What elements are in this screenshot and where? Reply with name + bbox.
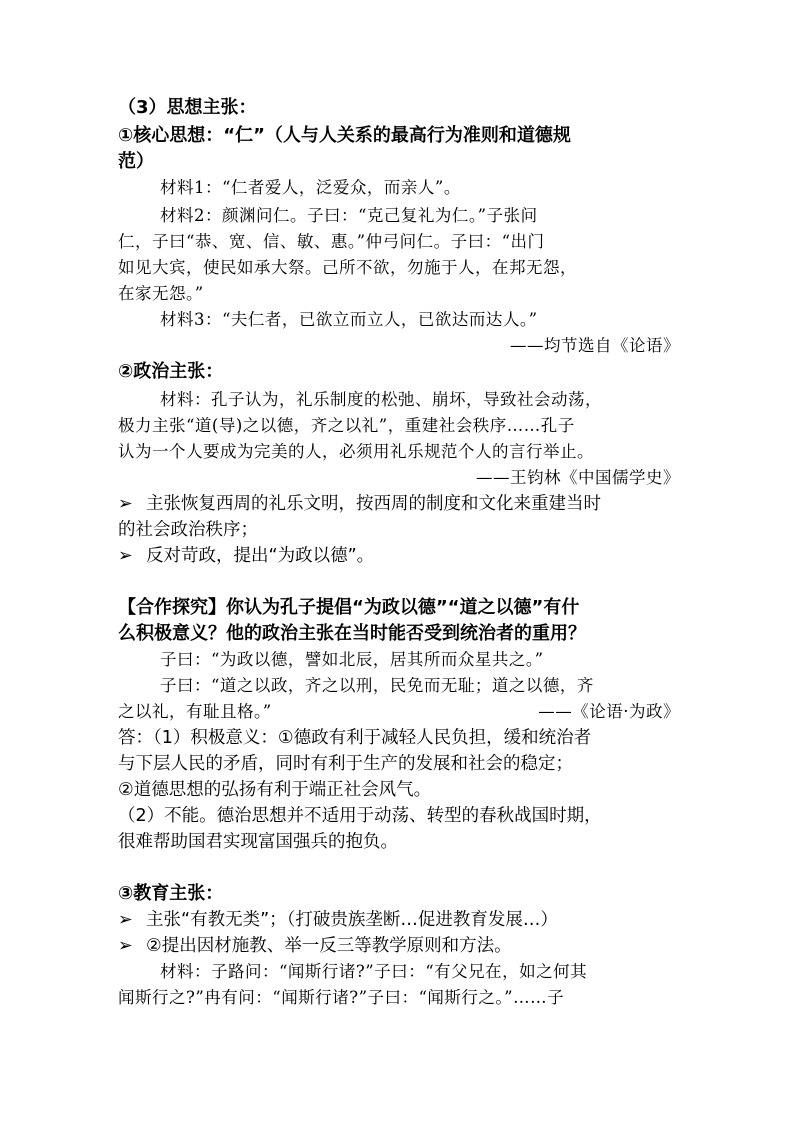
politics-material-line-1: 材料：孔子认为，礼乐制度的松弛、崩坏，导致社会动荡， (160, 390, 602, 409)
education-bullet-1 (118, 908, 558, 932)
material-1: 材料1：“仁者爱人，泛爱众，而亲人”。 (160, 178, 461, 197)
answer-line-2: 与下层人民的矛盾，同时有利于生产的发展和社会的稳定； (118, 754, 573, 774)
politics-bullet-1-cont: 的社会政治秩序； (118, 520, 258, 540)
bullet-arrow-icon: ➢ (118, 494, 133, 514)
bullet-text: ②提出因材施教、举一反三等教学原则和方法。 (146, 936, 512, 956)
education-material-line-1: 材料：子路问：“闻斯行诸?”子曰：“有父兄在，如之何其 (160, 962, 588, 981)
material-2-line-3: 如见大宾，使民如承大祭。己所不欲，勿施于人，在邦无怨， (118, 258, 577, 277)
bullet-arrow-icon: ➢ (118, 546, 133, 566)
section-heading: （3）思想主张： (118, 97, 257, 118)
source-citation-1: ——均节选自《论语》 (510, 336, 680, 355)
politics-heading: ②政治主张： (118, 361, 224, 382)
politics-bullet-1 (118, 492, 601, 516)
answer-line-1: 答：（1）积极意义：①德政有利于减轻人民负担，缓和统治者 (118, 728, 592, 748)
answer-line-3: ②道德思想的弘扬有利于端正社会风气。 (118, 780, 432, 800)
material-2-line-2: 仁，子曰“恭、宽、信、敏、惠。”仲弓问仁。子曰：“出门 (118, 232, 545, 251)
answer-line-4: （2）不能。德治思想并不适用于动荡、转型的春秋战国时期， (118, 806, 602, 826)
bullet-text: 主张恢复西周的礼乐文明，按西周的制度和文化来重建当时 (146, 494, 601, 514)
material-3: 材料3：“夫仁者，已欲立而立人，已欲达而达人。” (160, 310, 538, 329)
education-heading: ③教育主张： (118, 883, 224, 904)
explore-quote-1: 子曰：“为政以德，譬如北辰，居其所而众星共之。” (160, 650, 544, 669)
bullet-text: 反对苛政，提出“为政以德”。 (146, 546, 375, 566)
material-2-line-1: 材料2：颜渊问仁。子曰：“克己复礼为仁。”子张问 (160, 206, 538, 225)
answer-line-5: 很难帮助国君实现富国强兵的抱负。 (118, 832, 398, 852)
bullet-arrow-icon: ➢ (118, 936, 133, 956)
explore-question-line-2: 么积极意义？他的政治主张在当时能否受到统治者的重用？ (118, 623, 586, 644)
core-thought-title-cont: 范） (118, 151, 154, 172)
bullet-arrow-icon: ➢ (118, 910, 133, 930)
material-2-line-4: 在家无怨。” (118, 284, 204, 303)
explore-quote-2-line-1: 子曰：“道之以政，齐之以刑，民免而无耻；道之以德，齐 (160, 676, 594, 695)
explore-question-line-1: 【合作探究】你认为孔子提倡“为政以德”“道之以德”有什 (118, 597, 580, 618)
education-bullet-2 (118, 934, 512, 958)
education-material-line-2: 闻斯行之?”冉有问：“闻斯行诸?”子曰：“闻斯行之。”……子 (118, 988, 565, 1007)
core-thought-title: ①核心思想：“仁”（人与人关系的最高行为准则和道德规 (118, 125, 571, 146)
explore-quote-2-line-2: 之以礼，有耻且格。” (118, 702, 272, 721)
source-citation-3: ——《论语·为政》 (538, 702, 680, 721)
politics-material-line-3: 认为一个人要成为完美的人，必须用礼乐规范个人的言行举止。 (118, 442, 594, 461)
bullet-text: 主张“有教无类”；（打破贵族垄断…促进教育发展…） (146, 910, 558, 930)
politics-bullet-2 (118, 544, 374, 568)
source-citation-2: ——王钧林《中国儒学史》 (476, 468, 680, 487)
politics-material-line-2: 极力主张“道(导)之以德，齐之以礼”，重建社会秩序……孔子 (118, 416, 575, 435)
